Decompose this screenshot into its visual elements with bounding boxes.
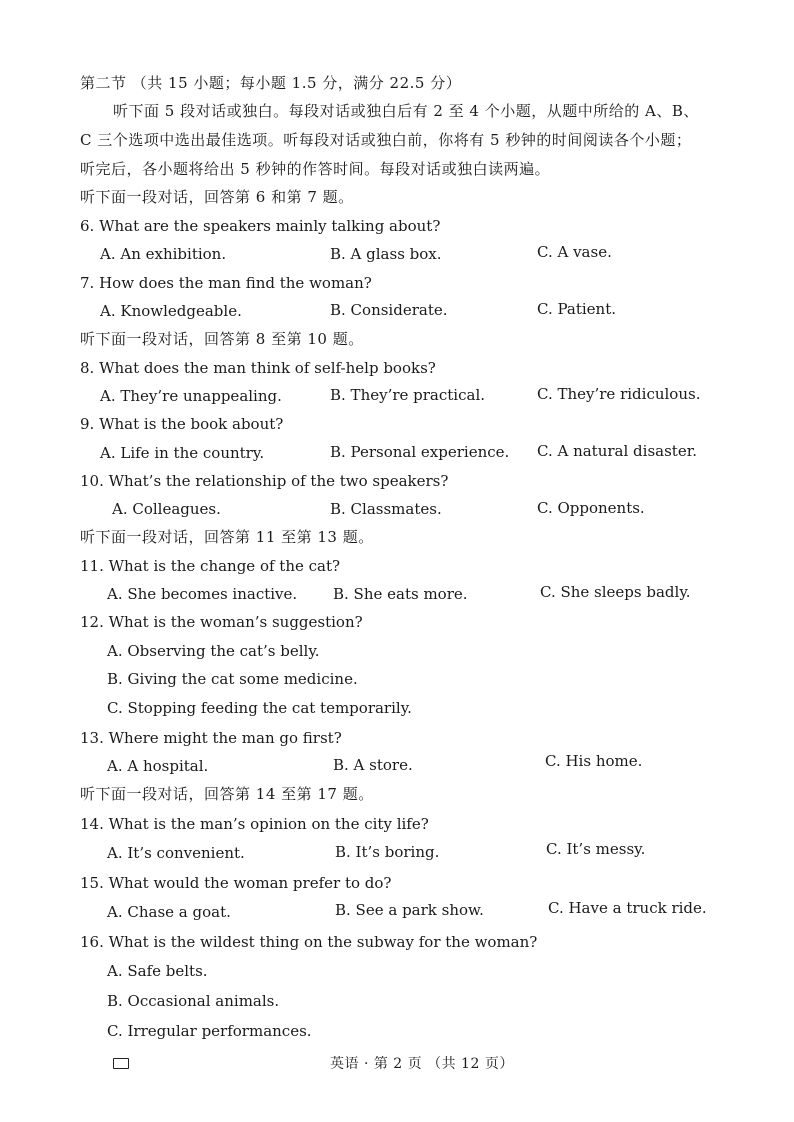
option-a: A. They’re unappealing.	[100, 387, 282, 405]
question-stem: 10. What’s the relationship of the two speakers?	[80, 472, 449, 490]
question-stem: 7. How does the man find the woman?	[80, 274, 372, 292]
option-b: B. Personal experience.	[330, 443, 510, 461]
section-title: 第二节 （共 15 小题；每小题 1.5 分，满分 22.5 分）	[80, 74, 462, 92]
option-a: A. Observing the cat’s belly.	[107, 642, 320, 660]
group-header: 听下面一段对话，回答第 8 至第 10 题。	[80, 330, 364, 348]
question-stem: 11. What is the change of the cat?	[80, 557, 341, 575]
option-a: A. An exhibition.	[100, 245, 227, 263]
option-b: B. Giving the cat some medicine.	[107, 670, 358, 688]
option-a: A. She becomes inactive.	[107, 585, 298, 603]
option-a: A. Colleagues.	[112, 500, 221, 518]
option-c: C. A vase.	[537, 243, 612, 261]
option-c: C. His home.	[545, 752, 643, 770]
question-stem: 9. What is the book about?	[80, 415, 284, 433]
option-c: C. Stopping feeding the cat temporarily.	[107, 699, 412, 717]
option-c: C. She sleeps badly.	[540, 583, 691, 601]
option-c: C. A natural disaster.	[537, 442, 697, 460]
option-c: C. Patient.	[537, 300, 616, 318]
option-a: A. Safe belts.	[107, 962, 208, 980]
group-header: 听下面一段对话，回答第 14 至第 17 题。	[80, 785, 374, 803]
option-c: C. They’re ridiculous.	[537, 385, 701, 403]
page-footer: 英语 · 第 2 页 （共 12 页）	[330, 1056, 514, 1072]
question-stem: 14. What is the man’s opinion on the city life?	[80, 815, 429, 833]
option-b: B. See a park show.	[335, 901, 484, 919]
option-b: B. A glass box.	[330, 245, 442, 263]
instruction-line-2: C 三个选项中选出最佳选项。听每段对话或独白前，你将有 5 秒钟的时间阅读各个小题；	[80, 131, 692, 149]
question-stem: 16. What is the wildest thing on the subway for the woman?	[80, 933, 538, 951]
instruction-line-3: 听完后，各小题将给出 5 秒钟的作答时间。每段对话或独白读两遍。	[80, 160, 551, 178]
option-a: A. A hospital.	[107, 757, 209, 775]
option-c: C. Irregular performances.	[107, 1022, 312, 1040]
option-b: B. A store.	[333, 756, 413, 774]
option-b: B. Classmates.	[330, 500, 442, 518]
option-a: A. Knowledgeable.	[100, 302, 242, 320]
question-stem: 6. What are the speakers mainly talking about?	[80, 217, 441, 235]
option-c: C. Have a truck ride.	[548, 899, 707, 917]
question-stem: 12. What is the woman’s suggestion?	[80, 613, 363, 631]
instruction-line-1: 听下面 5 段对话或独白。每段对话或独白后有 2 至 4 个小题，从题中所给的 A、B、	[113, 102, 699, 120]
page-marker-box	[113, 1058, 129, 1069]
question-stem: 13. Where might the man go first?	[80, 729, 342, 747]
option-c: C. It’s messy.	[546, 840, 646, 858]
option-b: B. Considerate.	[330, 301, 448, 319]
option-a: A. Life in the country.	[100, 444, 265, 462]
option-b: B. They’re practical.	[330, 386, 486, 404]
group-header: 听下面一段对话，回答第 6 和第 7 题。	[80, 188, 354, 206]
question-stem: 15. What would the woman prefer to do?	[80, 874, 392, 892]
option-c: C. Opponents.	[537, 499, 645, 517]
group-header: 听下面一段对话，回答第 11 至第 13 题。	[80, 528, 374, 546]
option-b: B. It’s boring.	[335, 843, 440, 861]
option-b: B. She eats more.	[333, 585, 468, 603]
option-a: A. Chase a goat.	[107, 903, 231, 921]
option-a: A. It’s convenient.	[107, 844, 245, 862]
option-b: B. Occasional animals.	[107, 992, 280, 1010]
question-stem: 8. What does the man think of self-help books?	[80, 359, 436, 377]
